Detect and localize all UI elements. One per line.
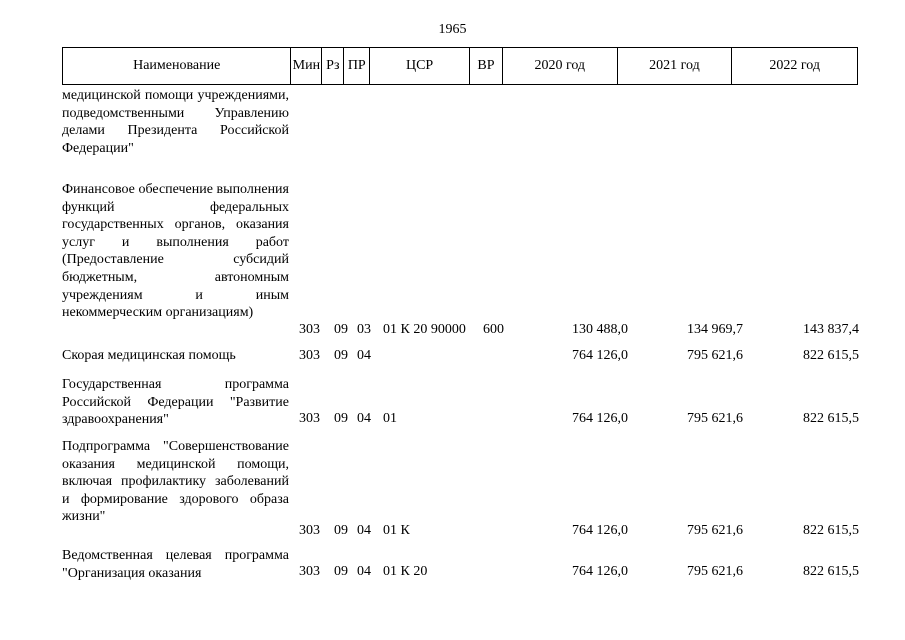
row-pr: 04 <box>357 348 371 363</box>
row-vr: 600 <box>483 322 504 337</box>
row-2022: 143 837,4 <box>803 322 859 337</box>
row-rz: 09 <box>334 348 348 363</box>
row-2020: 130 488,0 <box>572 322 628 337</box>
row-min: 303 <box>299 348 320 363</box>
row-2022: 822 615,5 <box>803 564 859 579</box>
row-name: Подпрограмма "Совершенствование оказания медицинской помощи, включая профилактику заболеваний и формирование здорового образа жизни" <box>62 439 289 525</box>
header-vr: ВР <box>470 48 503 84</box>
row-2022: 822 615,5 <box>803 523 859 538</box>
row-2022: 822 615,5 <box>803 411 859 426</box>
row-name: медицинской помощи учреждениями, подведомственными Управлению делами Президента Российской Федерации" <box>62 88 289 156</box>
row-2020: 764 126,0 <box>572 564 628 579</box>
row-2021: 795 621,6 <box>687 348 743 363</box>
row-name: Финансовое обеспечение выполнения функций федеральных государственных органов, оказания услуг и выполнения работ (Предоставление субсидий бюджетным, автономным учреждениям и иным некоммерческим организациям) <box>62 182 289 321</box>
row-2020: 764 126,0 <box>572 523 628 538</box>
header-name: Наименование <box>63 48 291 84</box>
row-name: Скорая медицинская помощь <box>62 348 236 363</box>
row-pr: 03 <box>357 322 371 337</box>
row-min: 303 <box>299 411 320 426</box>
header-2021: 2021 год <box>618 48 733 84</box>
row-rz: 09 <box>334 411 348 426</box>
row-rz: 09 <box>334 564 348 579</box>
row-min: 303 <box>299 564 320 579</box>
header-2020: 2020 год <box>503 48 618 84</box>
table-header <box>62 47 858 85</box>
header-pr: ПР <box>344 48 370 84</box>
row-pr: 04 <box>357 411 371 426</box>
header-min: Мин <box>291 48 322 84</box>
row-rz: 09 <box>334 523 348 538</box>
row-2021: 795 621,6 <box>687 523 743 538</box>
row-pr: 04 <box>357 523 371 538</box>
row-csr: 01 К 20 90000 <box>383 322 466 337</box>
row-2020: 764 126,0 <box>572 348 628 363</box>
row-2021: 134 969,7 <box>687 322 743 337</box>
header-rz: Рз <box>322 48 344 84</box>
row-csr: 01 К <box>383 523 410 538</box>
row-name: Государственная программа Российской Федерации "Развитие здравоохранения" <box>62 377 289 428</box>
row-pr: 04 <box>357 564 371 579</box>
row-2021: 795 621,6 <box>687 564 743 579</box>
row-2022: 822 615,5 <box>803 348 859 363</box>
row-name: Ведомственная целевая программа "Организация оказания <box>62 548 289 581</box>
row-2020: 764 126,0 <box>572 411 628 426</box>
header-csr: ЦСР <box>370 48 470 84</box>
row-rz: 09 <box>334 322 348 337</box>
row-2021: 795 621,6 <box>687 411 743 426</box>
page-number: 1965 <box>438 22 467 37</box>
row-min: 303 <box>299 322 320 337</box>
header-2022: 2022 год <box>769 58 820 73</box>
row-csr: 01 <box>383 411 397 426</box>
row-min: 303 <box>299 523 320 538</box>
row-csr: 01 К 20 <box>383 564 428 579</box>
